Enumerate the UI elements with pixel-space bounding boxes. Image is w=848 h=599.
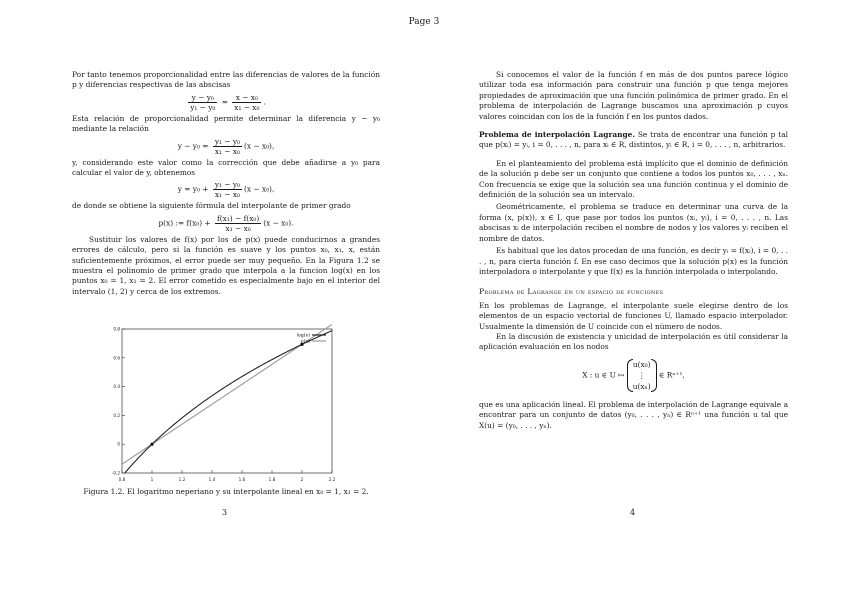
paragraph: y, considerando este valor como la corrección que debe añadirse a y₀ para calcular el valor de y, obtenemos [72, 157, 380, 178]
paragraph: En los problemas de Lagrange, el interpolante suele elegirse dentro de los elementos de un espacio vectorial de funciones U, llamado espacio interpolador. Usualmente la dimensión de U coincide con el número de nodos. [479, 300, 788, 331]
y-tick-label: 0.2 [113, 412, 120, 418]
x-tick-label: 2.2 [328, 477, 336, 482]
x-tick-label: 1.4 [208, 477, 216, 482]
page-number-right: 4 [630, 508, 636, 517]
evaluation-map: X : u ∈ U ↦ u(x₀) ⋮ u(xₙ) ∈ Rⁿ⁺¹, [582, 359, 685, 391]
y-tick-label: 0.6 [113, 355, 120, 361]
section-heading: Problema de Lagrange en un espacio de funciones [479, 287, 664, 297]
x-tick-label: 2 [300, 477, 304, 482]
left-page-text [72, 70, 380, 297]
page-header: Page 3 [408, 17, 440, 27]
plot-frame [122, 329, 332, 473]
equation-difference: y − y₀ = $\frac{\text{y₁ − y₀}}{\text{x₁ − x₀}}$ (x − x₀), [177, 136, 275, 156]
paragraph: que es una aplicación lineal. El problema de interpolación de Lagrange equivale a encontrar para un conjunto de datos (y₀, . . . , yₙ) ∈ Rⁿ⁺¹ una función u tal que X(u) = (y₀, . . . , yₙ). [479, 399, 788, 430]
legend-label: p(x) [300, 339, 310, 345]
paragraph: Es habitual que los datos procedan de una función, es decir yᵢ = f(xᵢ), i = 0, . . . , n, para cierta función f. En ese caso decimos que la solución p(x) es la función interpoladora o interpolante y que f(x) es la función interpolada o interpolando. [479, 246, 788, 276]
log-interpolation-chart [112, 323, 340, 485]
right-page-text [479, 70, 788, 431]
y-tick-label: -0.2 [112, 470, 120, 476]
page-number-left: 3 [222, 508, 228, 517]
y-tick-label: 0.8 [113, 326, 120, 332]
equation-y: y = y₀ + $\frac{\text{y₁ − y₀}}{\text{x₁ − x₀}}$ (x − x₀), [177, 180, 275, 200]
definition-title: Problema de interpolación Lagrange. [479, 130, 635, 140]
paragraph: Por tanto tenemos proporcionalidad entre las diferencias de valores de la función p y diferencias respectivas de las abscisas [72, 70, 380, 90]
equation-proportion: $\frac{\text{y − y₀}}{\text{y₁ − y₀}}$ = $\frac{\text{x − x₀}}{\text{x₁ − x₀}}$ . [190, 92, 266, 112]
paragraph: de donde se obtiene la siguiente fórmula del interpolante de primer grado [72, 201, 351, 211]
definition [479, 130, 788, 151]
paragraph: Sustituir los valores de f(x) por los de p(x) puede conducirnos a grandes errores de cálculo, pero si la función es suave y los puntos x₀, x₁, x, están suficientemente próximos, el error puede ser muy pequeño. En la Figura 1.2 se muestra el polinomio de primer grado que interpola a la funcion log(x) en los puntos x₀ = 1, x₁ = 2. El error cometido es especialmente bajo en el interior del intervalo (1, 2) y cerca de los extremos. [72, 234, 380, 296]
paragraph: Esta relación de proporcionalidad permite determinar la diferencia y − y₀ mediante la relación [72, 113, 380, 134]
paragraph: Geométricamente, el problema se traduce en determinar una curva de la forma (x, p(x)), x ∈ I, que pase por todos los puntos (xᵢ, yᵢ), i = 0, . . . , n. Las abscisas xᵢ de interpolación reciben el nombre de nodos y los valores yᵢ reciben el nombre de datos. [479, 202, 788, 243]
column-vector: u(x₀) ⋮ u(xₙ) [627, 359, 657, 392]
x-tick-label: 0.8 [118, 477, 126, 482]
interpolation-point [150, 443, 153, 446]
definition-text: Se trata de encontrar una función p tal que p(xᵢ) = yᵢ, i = 0, . . . , n, para xᵢ ∈ R, distintos, yᵢ ∈ R, i = 0, . . . , n, arbitrarios. [479, 130, 788, 150]
y-tick-label: 0.4 [113, 384, 120, 390]
y-tick-label: 0 [117, 441, 120, 447]
figure-caption: Figura 1.2. El logaritmo neperiano y su interpolante lineal en x₀ = 1, x₁ = 2. [83, 487, 369, 496]
x-tick-label: 1.6 [238, 477, 246, 482]
x-tick-label: 1.2 [178, 477, 186, 482]
equation-interpolant: p(x) := f(x₀) + $\frac{\text{f(x₁) − f(x₀)}}{\text{x₁ − x₀}}$ (x − x₀). [158, 213, 294, 233]
x-tick-label: 1.8 [268, 477, 276, 482]
paragraph: En la discusión de existencia y unicidad de interpolación es útil considerar la aplicación evaluación en los nodos [479, 331, 788, 352]
paragraph: Si conocemos el valor de la función f en más de dos puntos parece lógico utilizar toda esa información para construir una función p que tenga mejores propiedades de aproximación que una función polinómica de primer grado. En el problema de interpolación de Lagrange buscamos una aproximación p cuyos valores coincidan con los de la función f en los puntos dados. [479, 70, 788, 121]
x-tick-label: 1 [150, 477, 154, 482]
legend-label: log(x) [296, 333, 310, 339]
paragraph: En el planteamiento del problema está implícito que el dominio de definición de la solución p debe ser un conjunto que contiene a todos los puntos x₀, . . . , xₙ. Con frecuencia se exige que la solución sea una función continua y el dominio de definición de la solución sea un intervalo. [479, 158, 788, 200]
